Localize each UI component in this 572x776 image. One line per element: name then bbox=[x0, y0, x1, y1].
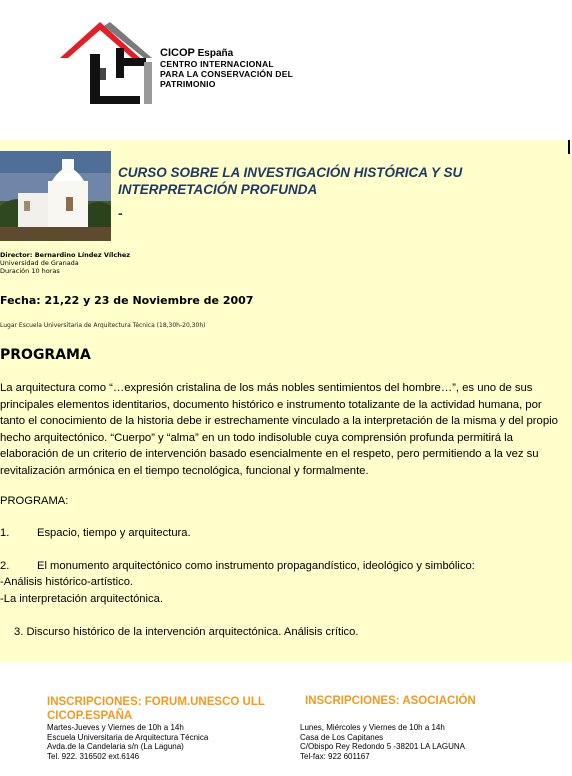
asociacion-phone: Tel-fax: 922 601167 bbox=[300, 751, 370, 761]
item-1-number: 1. bbox=[0, 527, 10, 539]
item-2-number: 2. bbox=[0, 560, 10, 572]
item-2-sub-1: -Análisis histórico-artístico. bbox=[0, 576, 134, 588]
cicop-logo-icon bbox=[60, 18, 154, 106]
page-edge-marker bbox=[568, 140, 570, 154]
logo-line-3: PARA LA CONSERVACIÓN DEL bbox=[160, 69, 294, 79]
asociacion-street: C/Obispo Rey Redondo 5 -38201 LA LAGUNA bbox=[300, 742, 465, 751]
director-block bbox=[0, 251, 130, 275]
programa-label: PROGRAMA: bbox=[0, 495, 69, 507]
header bbox=[0, 0, 572, 140]
logo-cicop: CICOP bbox=[160, 47, 195, 59]
forum-street: Avda.de la Candelaria s/n (La Laguna) bbox=[47, 742, 184, 751]
director-university: Universidad de Granada bbox=[0, 259, 79, 267]
title-dash: - bbox=[118, 205, 123, 221]
item-2-text: El monumento arquitectónico como instrumento propagandístico, ideológico y simbólico: bbox=[37, 560, 475, 572]
intro-paragraph: La arquitectura como “…expresión cristalina de los más nobles sentimientos del hombre…”, es uno de sus principales elementos identitarios, documento histórico e instrumento totalizante de la actividad humana, por tanto el conocimiento de la historia debe ir estrechamente vinculado a la interpretación de la misma y del propio hecho arquitectónico. “Cuerpo” y “alma” en un todo indisoluble cuya comprensión profunda permitirá la elaboración de un criterio de intervención basado esencialmente en el respeto, pero permitiendo a la vez su revitalización armónica en el tiempo tecnológica, funcional y formalmente. bbox=[0, 382, 558, 477]
asociacion-hours: Lunes, Miércoles y Viernes de 10h a 14h bbox=[300, 723, 445, 732]
inscripciones-forum-title: INSCRIPCIONES: FORUM.UNESCO ULL CICOP.ESPAÑA bbox=[47, 696, 265, 722]
item-2-sub-2: -La interpretación arquitectónica. bbox=[0, 593, 163, 605]
programa-heading: PROGRAMA bbox=[0, 347, 91, 363]
asociacion-address bbox=[300, 723, 465, 761]
course-date: Fecha: 21,22 y 23 de Noviembre de 2007 bbox=[0, 294, 254, 307]
course-duration: Duración 10 horas bbox=[0, 267, 60, 275]
course-location: Lugar Escuela Universitaria de Arquitectura Técnica (18,30h-20,30h) bbox=[0, 322, 206, 329]
director-name: Director: Bernardino Líndez Vílchez bbox=[0, 251, 131, 259]
forum-phone: Tel. 922. 316502 ext.6146 bbox=[47, 751, 140, 761]
forum-hours: Martes-Jueves y Viernes de 10h a 14h bbox=[47, 723, 184, 732]
item-1-text: Espacio, tiempo y arquitectura. bbox=[37, 527, 191, 539]
asociacion-venue: Casa de Los Capitanes bbox=[300, 732, 384, 742]
logo-espana: España bbox=[197, 48, 234, 59]
logo-line-4: PATRIMONIO bbox=[160, 79, 216, 89]
church-photo bbox=[0, 151, 111, 241]
logo-text bbox=[160, 48, 293, 89]
inscripciones-asociacion-title: INSCRIPCIONES: ASOCIACIÓN bbox=[305, 695, 476, 707]
forum-venue: Escuela Universitaria de Arquitectura Técnica bbox=[47, 732, 209, 742]
course-title: CURSO SOBRE LA INVESTIGACIÓN HISTÓRICA Y SU INTERPRETACIÓN PROFUNDA bbox=[118, 165, 463, 197]
logo-line-2: CENTRO INTERNACIONAL bbox=[160, 59, 274, 69]
forum-address bbox=[47, 723, 208, 761]
item-3-text: 3. Discurso histórico de la intervención arquitectónica. Análisis crítico. bbox=[14, 626, 359, 638]
